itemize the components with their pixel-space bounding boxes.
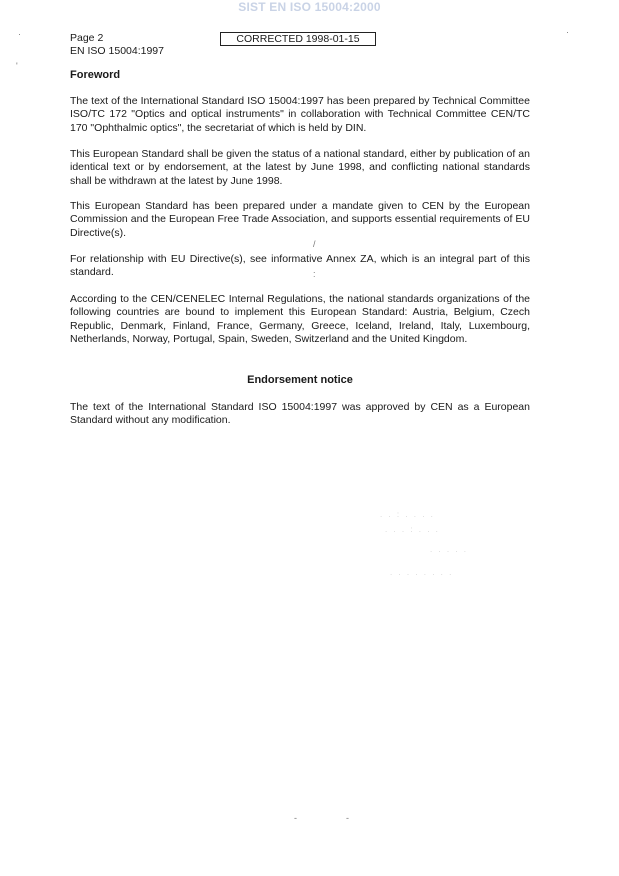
endorsement-paragraph: The text of the International Standard ISO 15004:1997 was approved by CEN as a European Standard without any modification. bbox=[70, 401, 530, 427]
watermark-title: SIST EN ISO 15004:2000 bbox=[238, 0, 381, 14]
foreword-paragraph-2: This European Standard shall be given the status of a national standard, either by publication of an identical text or by endorsement, at the latest by June 1998, and conflicting national standards shall be withdrawn at the latest by June 1998. bbox=[70, 148, 530, 187]
foreword-paragraph-4: For relationship with EU Directive(s), see informative Annex ZA, which is an integral part of this standard. bbox=[70, 253, 530, 279]
scan-noise: . . : . . . . bbox=[380, 510, 435, 519]
page-header bbox=[70, 32, 164, 57]
corrected-stamp: CORRECTED 1998-01-15 bbox=[220, 32, 376, 46]
scan-speck: · bbox=[566, 27, 569, 37]
scan-speck: - bbox=[294, 813, 297, 823]
endorsement-heading: Endorsement notice bbox=[247, 374, 353, 386]
scan-speck: / bbox=[313, 239, 316, 249]
scan-speck: - bbox=[346, 813, 349, 823]
scan-speck: ' bbox=[16, 61, 18, 71]
page-number: Page 2 bbox=[70, 32, 104, 44]
foreword-paragraph-5: According to the CEN/CENELEC Internal Regulations, the national standards organizations of the following countries are bound to implement this European Standard: Austria, Belgium, Czech Republic, Denmark, Finland, France, Germany, Greece, Iceland, Ireland, Italy, Luxembourg, Netherlands, Norway, Portugal, Spain, Sweden, Switzerland and the United Kingdom. bbox=[70, 293, 530, 345]
standard-number: EN ISO 15004:1997 bbox=[70, 44, 164, 57]
scan-noise: . . . . . . . . bbox=[390, 568, 454, 577]
foreword-paragraph-3: This European Standard has been prepared under a mandate given to CEN by the European Commission and the European Free Trade Association, and supports essential requirements of EU Directive(s). bbox=[70, 200, 530, 239]
scan-noise: . . . : . . . bbox=[385, 525, 440, 534]
scan-speck: : bbox=[313, 269, 316, 279]
foreword-paragraph-1: The text of the International Standard ISO 15004:1997 has been prepared by Technical Committee ISO/TC 172 "Optics and optical instruments" in collaboration with Technical Committee CEN/TC 170 "Ophthalmic optics", the secretariat of which is held by DIN. bbox=[70, 95, 530, 134]
scan-speck: · bbox=[18, 29, 21, 39]
scan-noise: . . . . . bbox=[430, 545, 469, 554]
foreword-heading: Foreword bbox=[70, 69, 121, 81]
